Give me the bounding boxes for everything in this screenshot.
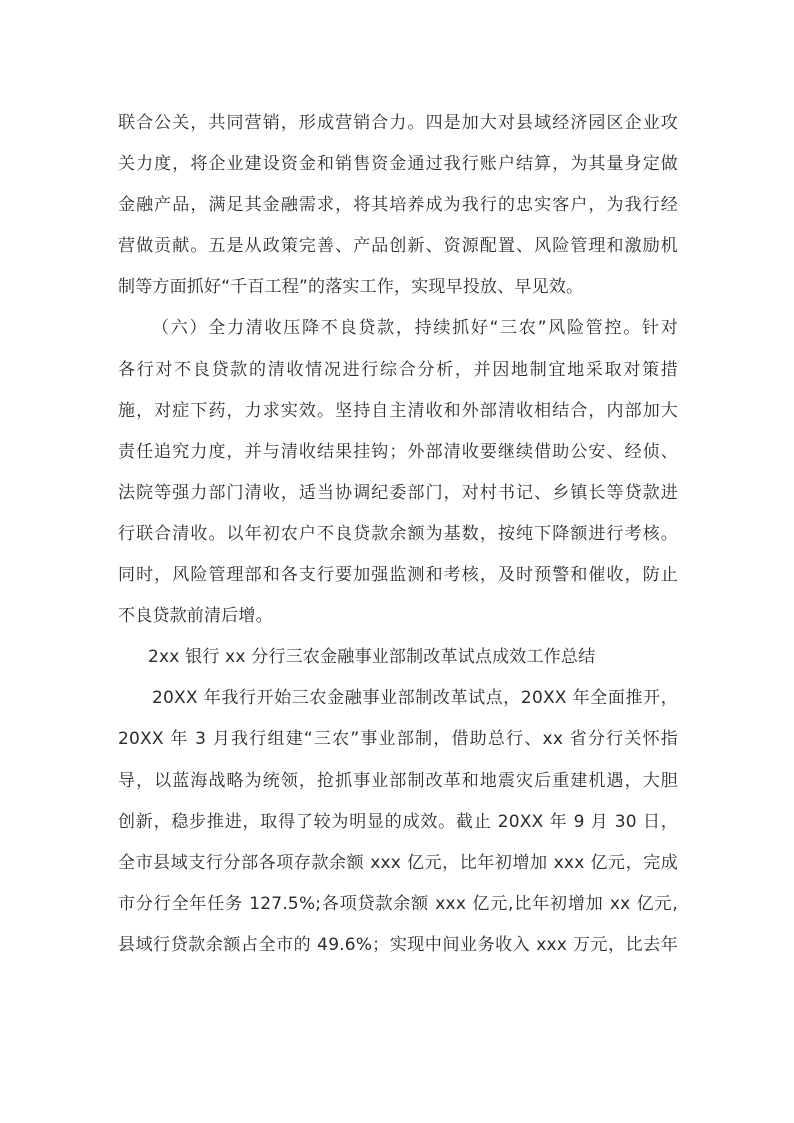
body-text-line: 创新，稳步推进，取得了较为明显的成效。截止 20XX 年 9 月 30 日， xyxy=(118,811,678,832)
body-text-line: 导，以蓝海战略为统领，抢抓事业部制改革和地震灾后重建机遇，大胆 xyxy=(118,770,678,791)
body-text-line: 金融产品，满足其金融需求，将其培养成为我行的忠实客户，为我行经 xyxy=(118,195,678,216)
body-text-line: 联合公关，共同营销，形成营销合力。四是加大对县域经济园区企业攻 xyxy=(118,113,678,133)
body-text-line: 县域行贷款余额占全市的 49.6%；实现中间业务收入 xxx 万元，比去年 xyxy=(118,934,678,955)
body-text-line: 法院等强力部门清收，适当协调纪委部门，对村书记、乡镇长等贷款进 xyxy=(118,482,678,503)
body-text-line: 全市县域支行分部各项存款余额 xxx 亿元，比年初增加 xxx 亿元，完成 xyxy=(118,852,678,873)
document-body xyxy=(118,103,678,966)
body-text-line: 施，对症下药，力求实效。坚持自主清收和外部清收相结合，内部加大 xyxy=(118,400,678,421)
body-text-line: 不良贷款前清后增。 xyxy=(118,606,273,627)
body-text-line: 责任追究力度，并与清收结果挂钩；外部清收要继续借助公安、经侦、 xyxy=(118,441,678,462)
body-text-line: 行联合清收。以年初农户不良贷款余额为基数，按纯下降额进行考核。 xyxy=(118,523,678,544)
body-text-line: 各行对不良贷款的清收情况进行综合分析，并因地制宜地采取对策措 xyxy=(118,359,678,380)
body-text-line: 20XX 年 3 月我行组建“三农”事业部制，借助总行、xx 省分行关怀指 xyxy=(118,729,678,750)
body-text-line: 制等方面抓好“千百工程”的落实工作，实现早投放、早见效。 xyxy=(118,277,584,298)
section-heading: 2xx 银行 xx 分行三农金融事业部制改革试点成效工作总结 xyxy=(148,647,596,668)
body-text-line: 关力度，将企业建设资金和销售资金通过我行账户结算，为其量身定做 xyxy=(118,154,678,175)
body-text-line: 市分行全年任务 127.5%;各项贷款余额 xxx 亿元,比年初增加 xx 亿元, xyxy=(118,893,678,914)
body-text-line: 20XX 年我行开始三农金融事业部制改革试点，20XX 年全面推开， xyxy=(152,688,678,709)
body-text-line: 同时，风险管理部和各支行要加强监测和考核，及时预警和催收，防止 xyxy=(118,565,678,586)
body-text-line: （六）全力清收压降不良贷款，持续抓好“三农”风险管控。针对 xyxy=(152,318,678,339)
body-text-line: 营做贡献。五是从政策完善、产品创新、资源配置、风险管理和激励机 xyxy=(118,236,678,257)
